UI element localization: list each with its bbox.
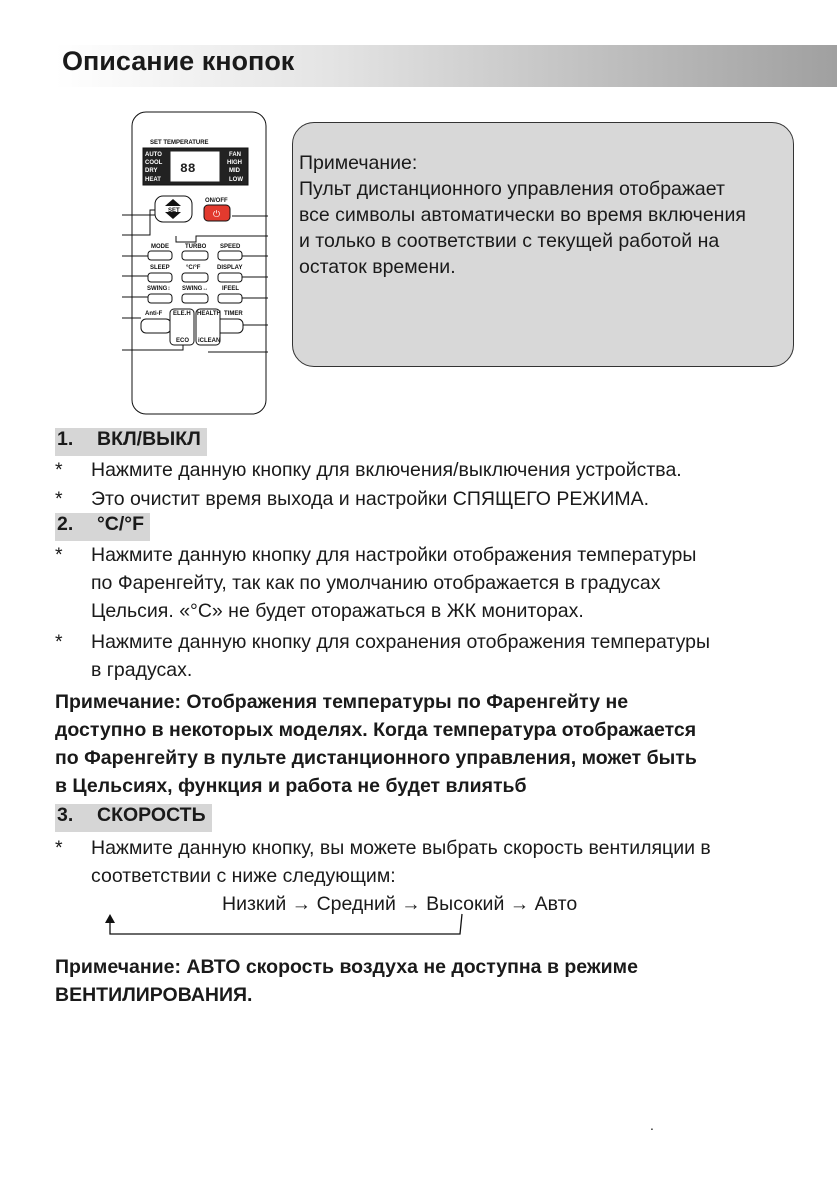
section-title: °C/°F xyxy=(97,513,145,535)
remote-illustration xyxy=(0,0,300,430)
remote-speed-label: SPEED xyxy=(220,244,241,250)
item-line: Цельсия. «°C» не будет оторажаться в ЖК мониторах. xyxy=(91,600,584,622)
remote-eco-label: ECO xyxy=(176,338,190,344)
section-2-heading xyxy=(55,513,150,541)
remote-set-label: SET xyxy=(168,208,180,214)
remote-ifeel-label: IFEEL xyxy=(222,286,240,292)
item-line: Нажмите данную кнопку для включения/выключения устройства. xyxy=(91,459,682,481)
remote-fan-high: HIGH xyxy=(227,160,242,166)
remote-eleh-label: ELE.H xyxy=(173,311,191,317)
remote-sleep-label: SLEEP xyxy=(150,265,170,271)
arrow-up-icon xyxy=(105,914,115,923)
note-line: Примечание: АВТО скорость воздуха не доступна в режиме xyxy=(55,956,638,978)
item-line: Это очистит время выхода и настройки СПЯЩЕГО РЕЖИМА. xyxy=(91,488,650,510)
cycle-return-arrow xyxy=(100,912,470,942)
power-icon: ⏻ xyxy=(213,210,221,220)
remote-mode-dry: DRY xyxy=(145,168,158,174)
note-text xyxy=(299,150,794,280)
remote-swing-h-label: SWING↔ xyxy=(182,286,209,292)
section-1-heading xyxy=(55,428,207,456)
page-title: Описание кнопок xyxy=(62,46,295,76)
item-line: Нажмите данную кнопку для настройки отображения температуры xyxy=(91,544,697,566)
remote-cf-label: °C/°F xyxy=(186,265,201,271)
note-line: Пульт дистанционного управления отображает xyxy=(299,178,725,200)
remote-health-label: HEALTH xyxy=(197,311,221,317)
remote-antif-label: Anti-F xyxy=(145,311,163,317)
remote-set-temperature: SET TEMPERATURE xyxy=(150,140,209,146)
remote-fan-low: LOW xyxy=(229,177,243,183)
remote-timer-label: TIMER xyxy=(224,311,243,317)
remote-display-label: DISPLAY xyxy=(217,265,243,271)
section-2-note xyxy=(55,688,837,800)
item-line: по Фаренгейту, так как по умолчанию отображается в градусах xyxy=(91,572,661,594)
remote-fan-mid: MID xyxy=(229,168,240,174)
remote-turbo-label: TURBO xyxy=(185,244,207,250)
note-line: и только в соответствии с текущей работой на xyxy=(299,230,720,252)
remote-swing-v-label: SWING↕ xyxy=(147,286,171,292)
note-line: по Фаренгейту в пульте дистанционного управления, может быть xyxy=(55,747,697,769)
svg-text:88: 88 xyxy=(180,161,196,176)
footer-mark: . xyxy=(650,1117,654,1133)
remote-mode-cool: COOL xyxy=(145,160,163,166)
note-line: все символы автоматически во время включения xyxy=(299,204,746,226)
section-number: 2. xyxy=(57,513,74,535)
bullet: * xyxy=(55,459,63,481)
note-line: в Цельсиях, функция и работа не будет влиятьб xyxy=(55,775,527,797)
item-line: Нажмите данную кнопку для сохранения отображения температуры xyxy=(91,631,710,653)
note-line: Примечание: xyxy=(299,152,418,174)
speed-sequence: Низкий → Средний → Высокий → Авто xyxy=(222,893,578,915)
note-line: доступно в некоторых моделях. Когда температура отображается xyxy=(55,719,697,741)
bullet: * xyxy=(55,631,63,653)
bullet: * xyxy=(55,488,63,510)
bullet: * xyxy=(55,837,63,859)
remote-mode-auto: AUTO xyxy=(145,152,162,158)
remote-onoff-label: ON/OFF xyxy=(205,198,228,204)
section-3-heading xyxy=(55,804,212,832)
note-line: остаток времени. xyxy=(299,256,456,278)
section-title: СКОРОСТЬ xyxy=(97,804,206,826)
section-title: ВКЛ/ВЫКЛ xyxy=(97,428,201,450)
bullet: * xyxy=(55,544,63,566)
remote-mode-heat: HEAT xyxy=(145,177,161,183)
remote-iclean-label: iCLEAN xyxy=(198,338,221,344)
remote-fan-fan: FAN xyxy=(229,152,241,158)
item-line: соответствии с ниже следующим: xyxy=(91,865,396,887)
section-number: 1. xyxy=(57,428,74,450)
remote-mode-label: MODE xyxy=(151,244,169,250)
note-line: Примечание: Отображения температуры по Фаренгейту не xyxy=(55,691,629,713)
item-line: в градусах. xyxy=(91,659,193,681)
note-line: ВЕНТИЛИРОВАНИЯ. xyxy=(55,984,253,1006)
section-3-note xyxy=(55,953,837,1009)
item-line: Нажмите данную кнопку, вы можете выбрать скорость вентиляции в xyxy=(91,837,711,859)
section-number: 3. xyxy=(57,804,74,826)
